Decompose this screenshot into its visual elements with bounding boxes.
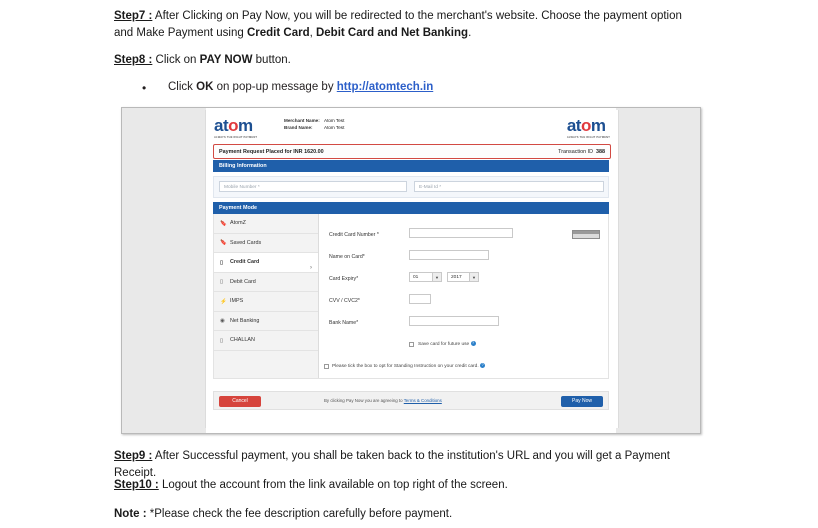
step8-text-b: button. xyxy=(252,54,291,66)
logo-text-mid: o xyxy=(228,116,239,135)
credit-card-form xyxy=(319,214,608,378)
billing-information-header: Billing Information xyxy=(213,160,609,172)
name-on-card-input[interactable] xyxy=(409,250,489,260)
pay-now-button[interactable]: Pay Now xyxy=(561,396,603,407)
bank-name-input[interactable] xyxy=(409,316,499,326)
bullet-mid: on pop-up message by xyxy=(213,81,337,93)
payment-option-label: Saved Cards xyxy=(230,239,262,246)
step10-paragraph xyxy=(114,477,684,494)
payment-mode-body xyxy=(213,214,609,379)
atom-logo-left xyxy=(214,116,257,139)
step8-bold-a: PAY NOW xyxy=(199,54,253,66)
screenshot-right-gutter xyxy=(616,108,700,433)
merchant-name-label: Merchant Name: xyxy=(284,118,320,123)
cvv-input[interactable] xyxy=(409,294,431,304)
logo-tagline-left: ALWAYS THE RIGHT PAYMENT xyxy=(214,136,258,139)
bolt-icon: ⚡ xyxy=(220,298,227,305)
screenshot-left-gutter xyxy=(122,108,206,433)
card-brand-icon xyxy=(572,230,600,239)
step10-text: Logout the account from the link available on top right of the screen. xyxy=(158,479,508,491)
card-icon: ▯ xyxy=(220,259,224,266)
globe-icon: ◉ xyxy=(220,318,225,324)
payment-option-credit-card[interactable] xyxy=(214,253,318,273)
step10-label: Step10 : xyxy=(114,479,159,491)
step8-label: Step8 : xyxy=(114,54,153,66)
expiry-month-select[interactable] xyxy=(409,272,442,282)
step7-bold-a: Credit Card xyxy=(246,27,310,39)
payment-option-imps[interactable] xyxy=(214,292,318,312)
help-icon[interactable]: ? xyxy=(481,362,484,367)
payment-request-bar xyxy=(213,144,611,159)
bullet-pre: Click xyxy=(168,81,197,93)
step7-end: . xyxy=(468,27,472,39)
payment-option-label: Debit Card xyxy=(230,278,256,285)
step7-label: Step7 : xyxy=(114,10,153,22)
save-card-label xyxy=(418,341,476,347)
terms-note xyxy=(324,398,442,403)
standing-instruction-checkbox[interactable] xyxy=(324,364,329,369)
step9-label: Step9 : xyxy=(114,450,153,462)
note-label: Note : xyxy=(114,508,147,520)
bookmark-icon: 🔖 xyxy=(220,240,227,246)
terms-note-text: By clicking Pay Now you are agreeing to xyxy=(324,398,404,403)
payment-mode-list xyxy=(214,214,319,378)
standing-instruction-label-text: Please tick the box to opt for Standing Instruction on your credit card. xyxy=(332,363,479,369)
payment-option-label: AtomZ xyxy=(230,220,246,226)
mobile-number-input[interactable]: Mobile Number * xyxy=(219,181,407,192)
logo2-text-left: at xyxy=(566,116,581,135)
expiry-month-value: 01 xyxy=(413,275,419,280)
card-number-input[interactable] xyxy=(409,228,513,238)
atom-logo-right xyxy=(567,116,610,139)
bookmark-icon: 🔖 xyxy=(220,220,227,227)
payment-page xyxy=(205,110,619,428)
step7-bold-b: Debit Card and Net Banking xyxy=(315,27,469,39)
logo-tagline-right: ALWAYS THE RIGHT PAYMENT xyxy=(566,136,610,139)
step7-mid-a: , xyxy=(309,27,316,39)
bullet-dot-icon: • xyxy=(142,81,147,95)
logo2-text-mid: o xyxy=(580,116,591,135)
payment-page-header xyxy=(206,110,618,143)
name-on-card-label: Name on Card* xyxy=(329,254,365,260)
logo-text-left: at xyxy=(214,116,229,135)
email-id-input[interactable]: E-Mail Id * xyxy=(414,181,604,192)
card-number-label: Credit Card Number * xyxy=(329,232,379,238)
step8-paragraph xyxy=(114,52,684,69)
step9-text: After Successful payment, you shall be taken back to the institution's URL and you will get a Payment Receipt. xyxy=(114,450,670,479)
step7-paragraph xyxy=(114,8,684,42)
card-expiry-label: Card Expiry* xyxy=(329,276,359,282)
chevron-down-icon: ▼ xyxy=(432,273,441,281)
payment-option-label: Credit Card xyxy=(230,259,260,265)
bank-name-label: Bank Name* xyxy=(329,320,359,326)
payment-mode-header: Payment Mode xyxy=(213,202,609,214)
atomtech-link[interactable]: http://atomtech.in xyxy=(336,81,434,93)
payment-option-net-banking[interactable] xyxy=(214,312,318,332)
chevron-down-icon: ▼ xyxy=(469,273,478,281)
note-text: *Please check the fee description carefully before payment. xyxy=(146,508,453,520)
standing-instruction-label xyxy=(332,363,485,369)
payment-option-atomz[interactable] xyxy=(214,214,318,234)
expiry-year-value: 2017 xyxy=(451,275,462,280)
step7-text-a: After Clicking on Pay Now, you will be redirected to the merchant's website. Choose the payment option and Make Payment using xyxy=(114,10,682,39)
expiry-year-select[interactable] xyxy=(447,272,479,282)
bullet-item xyxy=(142,81,682,96)
transaction-id-value: 388 xyxy=(596,148,605,155)
brand-name-value: Atom Test xyxy=(324,125,345,130)
merchant-info xyxy=(284,117,344,131)
payment-option-label: IMPS xyxy=(230,298,244,304)
card-icon: ▯ xyxy=(220,279,224,285)
card-icon: ▯ xyxy=(220,337,224,344)
payment-option-label: CHALLAN xyxy=(230,337,255,343)
save-card-checkbox[interactable] xyxy=(409,342,414,347)
save-card-label-text: Save card for future use xyxy=(418,341,470,347)
cancel-button[interactable]: Cancel xyxy=(219,396,261,407)
help-icon[interactable]: ? xyxy=(471,340,475,345)
logo2-text-right: m xyxy=(590,116,606,135)
merchant-name-value: Atom Test xyxy=(324,118,345,123)
transaction-id xyxy=(558,149,605,155)
transaction-id-label: Transaction ID xyxy=(558,148,593,155)
bullet-bold: OK xyxy=(196,81,214,93)
payment-request-text: Payment Request Placed for INR 1620.00 xyxy=(219,148,324,155)
payment-gateway-screenshot xyxy=(121,107,701,434)
cvv-label: CVV / CVC2* xyxy=(329,298,360,304)
billing-fields xyxy=(213,176,609,198)
step8-text-a: Click on xyxy=(152,54,200,66)
brand-name-label: Brand Name: xyxy=(284,125,313,130)
payment-option-challan[interactable] xyxy=(214,331,318,351)
logo-text-right: m xyxy=(238,116,253,135)
payment-option-saved-cards[interactable] xyxy=(214,234,318,254)
note-paragraph xyxy=(114,506,684,523)
chevron-right-icon: › xyxy=(310,265,312,271)
terms-conditions-link[interactable]: Terms & Conditions xyxy=(403,398,442,403)
payment-option-label: Net Banking xyxy=(230,317,260,324)
payment-footer xyxy=(213,391,609,410)
payment-option-debit-card[interactable] xyxy=(214,273,318,293)
